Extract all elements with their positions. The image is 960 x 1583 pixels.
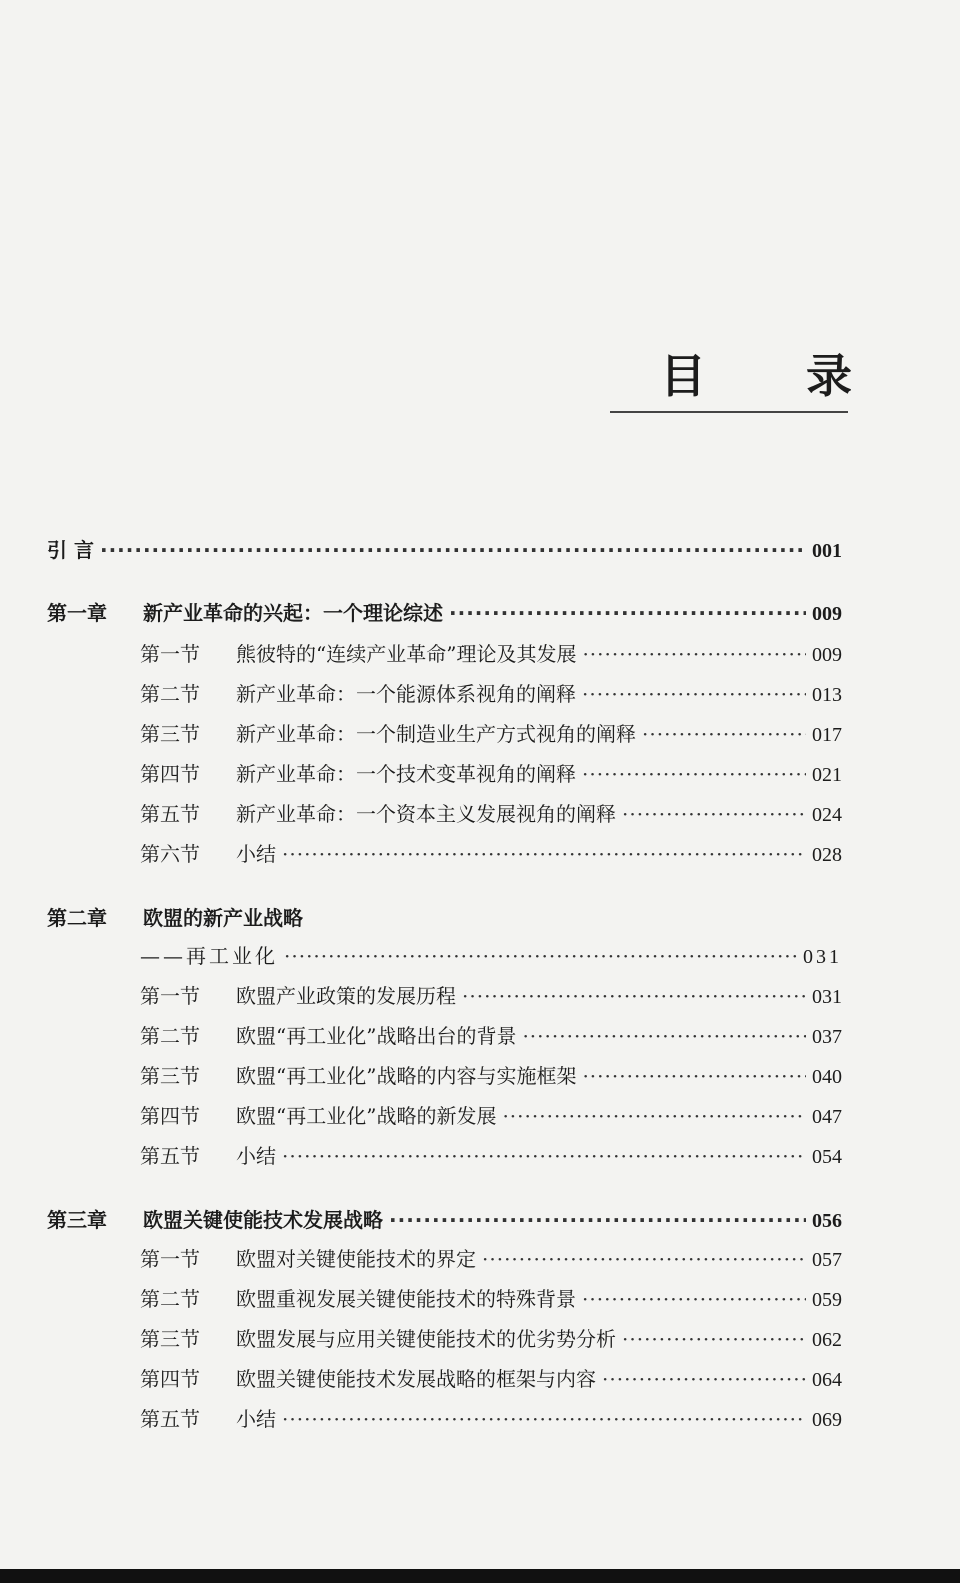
toc-entry-number: 第二节 [140, 1024, 200, 1048]
toc-entry-page: 009 [812, 603, 842, 625]
toc-entry-number: 第三节 [140, 722, 200, 746]
toc-entry[interactable] [140, 980, 842, 1009]
toc-entry-number: 第一章 [47, 601, 107, 625]
toc-entry-number: 第五节 [140, 1407, 200, 1431]
toc-entry-title: 新产业革命的兴起：一个理论综述 [143, 601, 443, 625]
toc-entry-page: 037 [812, 1026, 842, 1048]
page-edge [0, 1569, 960, 1583]
toc-entry[interactable] [47, 534, 842, 563]
toc-entry-page: 021 [812, 764, 842, 786]
toc-entry-title: 熊彼特的“连续产业革命”理论及其发展 [236, 642, 577, 666]
toc-entry-number: 第二节 [140, 682, 200, 706]
toc-entry[interactable] [140, 678, 842, 707]
dot-leader [642, 722, 806, 746]
toc-entry-title: 欧盟关键使能技术发展战略 [143, 1208, 383, 1232]
toc-entry-number: 第三节 [140, 1064, 200, 1088]
toc-entry-number: 第五节 [140, 1144, 200, 1168]
dot-leader [622, 802, 806, 826]
dot-leader [462, 984, 806, 1008]
dot-leader [284, 944, 797, 968]
dot-leader [449, 601, 806, 625]
toc-entry-number: 第三节 [140, 1327, 200, 1351]
dot-leader [582, 682, 806, 706]
dot-leader [582, 642, 806, 666]
toc-entry[interactable] [140, 1283, 842, 1312]
toc-entry[interactable] [47, 597, 842, 626]
toc-entry-title: 欧盟对关键使能技术的界定 [236, 1247, 476, 1271]
toc-entry-title: 欧盟发展与应用关键使能技术的优劣势分析 [236, 1327, 616, 1351]
toc-entry-title: 欧盟“再工业化”战略出台的背景 [236, 1024, 517, 1048]
toc-entry-page: 056 [812, 1210, 842, 1232]
dot-leader [502, 1104, 806, 1128]
toc-entry-page: 031 [812, 986, 842, 1008]
toc-entry[interactable] [140, 1403, 842, 1432]
toc-entry[interactable] [47, 902, 842, 931]
toc-entry-title: ——再工业化 [140, 944, 278, 968]
toc-entry-title: 欧盟“再工业化”战略的内容与实施框架 [236, 1064, 577, 1088]
toc-entry[interactable] [140, 758, 842, 787]
toc-entry-page: 017 [812, 724, 842, 746]
toc-entry-page: 024 [812, 804, 842, 826]
toc-entry-title: 欧盟重视发展关键使能技术的特殊背景 [236, 1287, 576, 1311]
toc-entry-page: 059 [812, 1289, 842, 1311]
toc-entry[interactable] [140, 1323, 842, 1352]
toc-entry[interactable] [140, 1060, 842, 1089]
toc-entry-title: 新产业革命：一个资本主义发展视角的阐释 [236, 802, 616, 826]
toc-entry-page: 040 [812, 1066, 842, 1088]
toc-entry-title: 小结 [236, 1144, 276, 1168]
toc-entry-page: 009 [812, 644, 842, 666]
toc-entry-page: 057 [812, 1249, 842, 1271]
toc-entry-number: 第三章 [47, 1208, 107, 1232]
page-title: 目 录 [660, 349, 895, 403]
dot-leader [602, 1367, 806, 1391]
toc-entry[interactable] [140, 638, 842, 667]
toc-entry-number: 第一节 [140, 984, 200, 1008]
toc-entry-title: 欧盟的新产业战略 [143, 906, 303, 930]
toc-entry[interactable] [140, 798, 842, 827]
toc-entry-page: 069 [812, 1409, 842, 1431]
toc-entry[interactable] [140, 940, 842, 969]
toc-entry-number: 第二节 [140, 1287, 200, 1311]
toc-entry-page: 013 [812, 684, 842, 706]
title-underline [610, 411, 848, 413]
toc-entry-title: 新产业革命：一个制造业生产方式视角的阐释 [236, 722, 636, 746]
dot-leader [482, 1247, 806, 1271]
toc-entry[interactable] [140, 1140, 842, 1169]
toc-entry-title: 新产业革命：一个技术变革视角的阐释 [236, 762, 576, 786]
toc-entry-page: 062 [812, 1329, 842, 1351]
toc-entry-number: 第六节 [140, 842, 200, 866]
toc-entry-page: 047 [812, 1106, 842, 1128]
toc-entry-title: 欧盟产业政策的发展历程 [236, 984, 456, 1008]
toc-entry-page: 064 [812, 1369, 842, 1391]
dot-leader [582, 1287, 806, 1311]
toc-entry[interactable] [140, 718, 842, 747]
toc-entry-number: 第四节 [140, 1367, 200, 1391]
toc-entry[interactable] [140, 1363, 842, 1392]
toc-entry[interactable] [140, 838, 842, 867]
toc-entry-number: 第四节 [140, 762, 200, 786]
toc-entry-title: 小结 [236, 842, 276, 866]
toc-entry-title: 新产业革命：一个能源体系视角的阐释 [236, 682, 576, 706]
dot-leader [100, 538, 806, 562]
toc-entry-page: 001 [812, 540, 842, 562]
toc-entry-number: 第一节 [140, 642, 200, 666]
dot-leader [282, 1144, 806, 1168]
toc-entry-number: 第五节 [140, 802, 200, 826]
dot-leader [582, 762, 806, 786]
toc-entry-page: 028 [812, 844, 842, 866]
toc-entry[interactable] [140, 1020, 842, 1049]
toc-entry-number: 引 言 [47, 538, 94, 562]
dot-leader [282, 1407, 806, 1431]
toc-entry-number: 第二章 [47, 906, 107, 930]
toc-entry-number: 第四节 [140, 1104, 200, 1128]
dot-leader [622, 1327, 806, 1351]
toc-entry-number: 第一节 [140, 1247, 200, 1271]
dot-leader [582, 1064, 806, 1088]
toc-entry-title: 欧盟“再工业化”战略的新发展 [236, 1104, 497, 1128]
toc-entry[interactable] [140, 1100, 842, 1129]
toc-entry-page: 031 [803, 946, 842, 968]
toc-entry-title: 欧盟关键使能技术发展战略的框架与内容 [236, 1367, 596, 1391]
toc-entry-title: 小结 [236, 1407, 276, 1431]
dot-leader [282, 842, 806, 866]
dot-leader [522, 1024, 806, 1048]
toc-entry[interactable] [140, 1243, 842, 1272]
toc-entry[interactable] [47, 1204, 842, 1233]
dot-leader [389, 1208, 806, 1232]
toc-entry-page: 054 [812, 1146, 842, 1168]
